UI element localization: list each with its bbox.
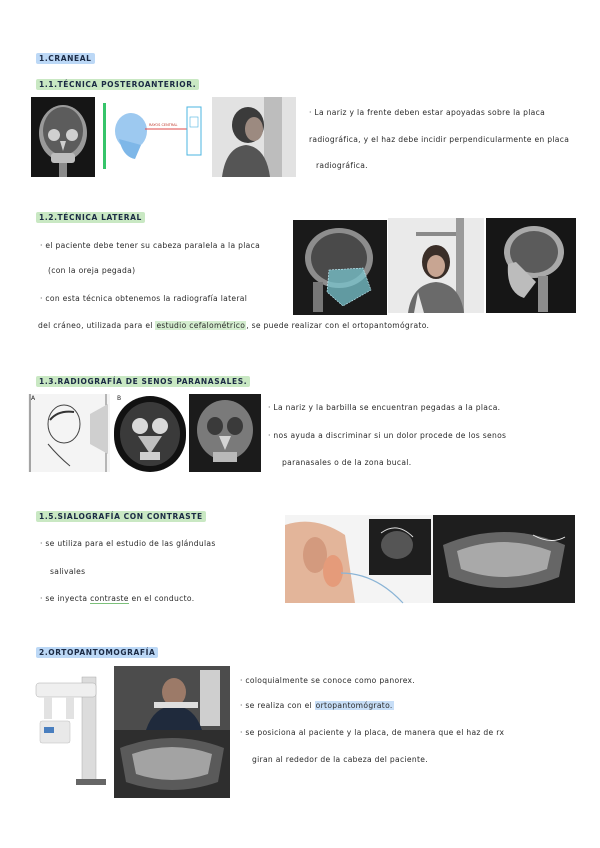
ortopantomografia-text-line-2-start: · se realiza con el — [240, 701, 315, 710]
sinus-positioning-drawing — [28, 394, 122, 472]
lateral-text-line-4 — [38, 320, 429, 331]
sinus-text-line-3: paranasales o de la zona bucal. — [282, 458, 412, 467]
pa-technique-diagram — [101, 99, 205, 175]
ortopantomograph-patient-photo — [114, 666, 230, 798]
lateral-text-line-2: (con la oreja pegada) — [48, 266, 136, 275]
sinus-text-line-1: · La nariz y la barbilla se encuentran pegadas a la placa. — [268, 403, 501, 412]
ortopantomografia-text-line-1: · coloquialmente se conoce como panorex. — [240, 676, 416, 685]
sialography-illustration — [285, 515, 433, 603]
sialography-text-line-3-end: en el conducto. — [128, 594, 195, 603]
highlight-ortopantomografo: ortopantomógrato. — [315, 701, 393, 710]
section-heading-ortopantomografia: 2.ORTOPANTOMOGRAFÍA — [36, 647, 158, 658]
ray-label: RAYOS CENTRAL — [149, 123, 178, 127]
subsection-heading-senos-paranasales: 1.3.RADIOGRAFÍA DE SENOS PARANASALES. — [36, 376, 250, 387]
sialography-text-line-1: · se utiliza para el estudio de las glándulas — [40, 539, 216, 548]
ortopantomograph-machine-image — [30, 671, 110, 787]
highlight-estudio-cefalometrico: estudio cefalométrico — [156, 321, 246, 330]
section-heading-craneal: 1.CRANEAL — [36, 53, 95, 64]
ortopantomografia-text-line-3: · se posiciona al paciente y la placa, de manera que el haz de rx — [240, 728, 505, 737]
skull-xray-pa-image — [31, 97, 95, 177]
underline-contraste: contraste — [90, 594, 129, 603]
pa-patient-photo — [212, 97, 296, 177]
sinus-xray-waters — [189, 394, 261, 472]
lateral-skull-xray-cephalometric — [293, 220, 387, 315]
sialography-text-line-3 — [40, 593, 194, 604]
lateral-text-line-4-end: , se puede realizar con el ortopantomógrato. — [246, 321, 430, 330]
subsection-heading-posteroanterior: 1.1.TÉCNICA POSTEROANTERIOR. — [36, 79, 199, 90]
subsection-heading-lateral: 1.2.TÉCNICA LATERAL — [36, 212, 145, 223]
sinus-text-line-2: · nos ayuda a discriminar si un dolor procede de los senos — [268, 431, 507, 440]
posteroanterior-text-line-2: radiográfica, y el haz debe incidir perpendicularmente en placa — [309, 135, 570, 144]
lateral-text-line-3: · con esta técnica obtenemos la radiografía lateral — [40, 294, 248, 303]
figure-label-a: A — [31, 395, 36, 402]
posteroanterior-text-line-1: · La nariz y la frente deben estar apoyadas sobre la placa — [309, 108, 546, 117]
lateral-patient-photo — [388, 218, 484, 313]
subsection-heading-sialografia: 1.5.SIALOGRAFÍA CON CONTRASTE — [36, 511, 206, 522]
sialography-text-line-3-start: · se inyecta — [40, 594, 91, 603]
lateral-skull-xray — [486, 218, 576, 313]
figure-label-b: B — [117, 395, 122, 402]
posteroanterior-text-line-3: radiográfica. — [316, 161, 368, 170]
ortopantomografia-text-line-4: giran al rededor de la cabeza del paciente. — [252, 755, 428, 764]
ortopantomografia-text-line-2 — [240, 700, 394, 711]
sialography-panoramic-xray — [433, 515, 575, 603]
lateral-text-line-4-start: del cráneo, utilizada para el — [38, 321, 156, 330]
lateral-text-line-1: · el paciente debe tener su cabeza paralela a la placa — [40, 241, 261, 250]
sinus-xray-circular — [114, 396, 186, 472]
sialography-text-line-2: salivales — [50, 567, 86, 576]
